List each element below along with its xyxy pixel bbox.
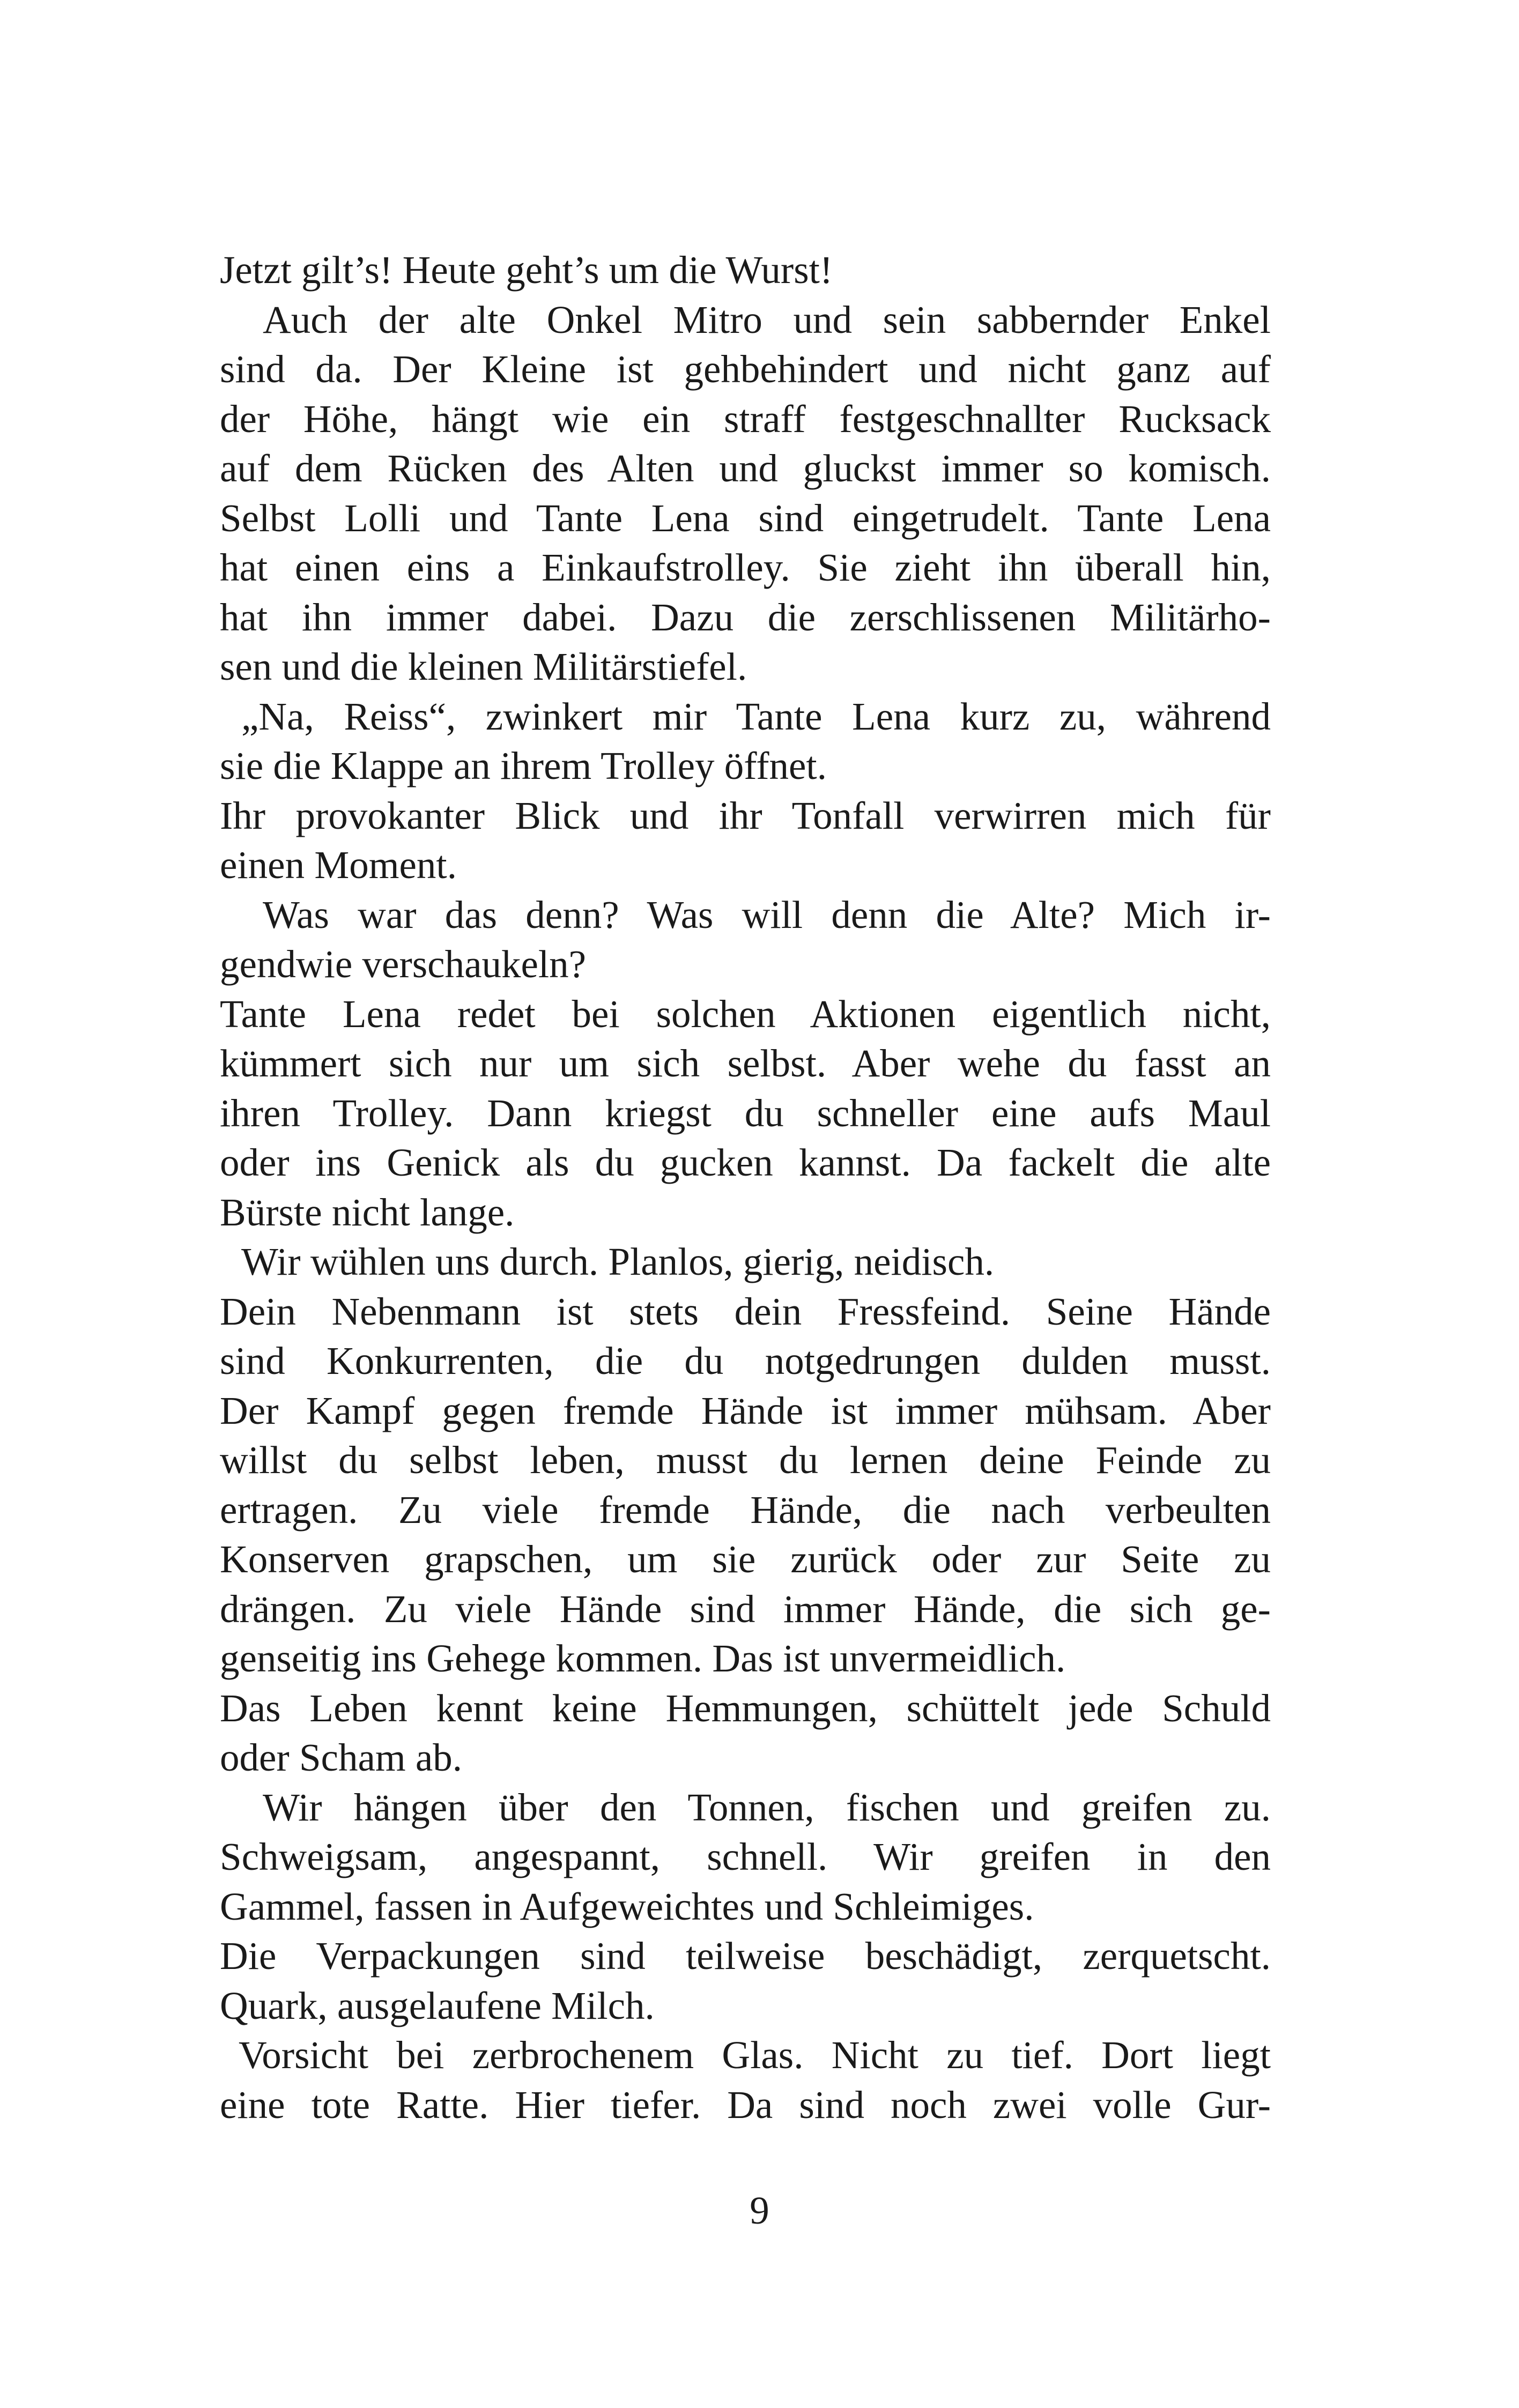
text-line: Bürste nicht lange.: [220, 1190, 515, 1234]
text-line: Ihr provokanter Blick und ihr Tonfall verwirren mich für: [220, 793, 1271, 837]
text-line: Tante Lena redet bei solchen Aktionen eigentlich nicht,: [220, 992, 1271, 1036]
text-line: Gammel, fassen in Aufgeweichtes und Schleimiges.: [220, 1884, 1034, 1928]
text-line: Wir hängen über den Tonnen, fischen und greifen zu.: [263, 1785, 1271, 1829]
text-line: Vorsicht bei zerbrochenem Glas. Nicht zu tief. Dort liegt: [239, 2033, 1271, 2077]
text-line: oder Scham ab.: [220, 1736, 463, 1779]
text-line: Wir wühlen uns durch. Planlos, gierig, neidisch.: [241, 1240, 995, 1283]
text-line: kümmert sich nur um sich selbst. Aber wehe du fasst an: [220, 1042, 1271, 1085]
page-number: 9: [750, 2189, 769, 2232]
text-line: eine tote Ratte. Hier tiefer. Da sind noch zwei volle Gur-: [220, 2083, 1271, 2127]
text-line: sind Konkurrenten, die du notgedrungen dulden musst.: [220, 1339, 1271, 1383]
text-line: Schweigsam, angespannt, schnell. Wir greifen in den: [220, 1835, 1271, 1878]
text-line: Das Leben kennt keine Hemmungen, schüttelt jede Schuld: [220, 1686, 1271, 1730]
text-line: Dein Nebenmann ist stets dein Fressfeind. Seine Hände: [220, 1289, 1271, 1333]
text-line: Jetzt gilt’s! Heute geht’s um die Wurst!: [220, 248, 833, 292]
text-line: der Höhe, hängt wie ein straff festgeschnallter Rucksack: [220, 397, 1271, 441]
text-line: sen und die kleinen Militärstiefel.: [220, 645, 747, 688]
text-line: einen Moment.: [220, 843, 457, 887]
text-line: sie die Klappe an ihrem Trolley öffnet.: [220, 744, 827, 787]
text-line: hat ihn immer dabei. Dazu die zerschlissenen Militärho-: [220, 595, 1271, 639]
text-line: „Na, Reiss“, zwinkert mir Tante Lena kurz zu, während: [241, 694, 1271, 738]
text-line: gendwie verschaukeln?: [220, 942, 587, 986]
body-text: [220, 246, 1271, 2130]
text-line: ihren Trolley. Dann kriegst du schneller eine aufs Maul: [220, 1091, 1271, 1135]
text-line: Quark, ausgelaufene Milch.: [220, 1983, 655, 2027]
text-line: Was war das denn? Was will denn die Alte? Mich ir-: [263, 893, 1271, 937]
text-line: hat einen eins a Einkaufstrolley. Sie zieht ihn überall hin,: [220, 546, 1271, 589]
text-line: Selbst Lolli und Tante Lena sind eingetrudelt. Tante Lena: [220, 496, 1271, 540]
text-line: Die Verpackungen sind teilweise beschädigt, zerquetscht.: [220, 1934, 1271, 1978]
text-line: oder ins Genick als du gucken kannst. Da fackelt die alte: [220, 1141, 1271, 1184]
text-line: Der Kampf gegen fremde Hände ist immer mühsam. Aber: [220, 1388, 1271, 1432]
text-line: sind da. Der Kleine ist gehbehindert und nicht ganz auf: [220, 347, 1271, 391]
text-line: willst du selbst leben, musst du lernen deine Feinde zu: [220, 1438, 1271, 1482]
text-line: Auch der alte Onkel Mitro und sein sabbernder Enkel: [263, 298, 1271, 341]
text-line: auf dem Rücken des Alten und gluckst immer so komisch.: [220, 447, 1271, 490]
text-line: genseitig ins Gehege kommen. Das ist unvermeidlich.: [220, 1637, 1066, 1680]
text-line: drängen. Zu viele Hände sind immer Hände, die sich ge-: [220, 1587, 1271, 1631]
text-line: ertragen. Zu viele fremde Hände, die nach verbeulten: [220, 1488, 1271, 1532]
text-line: Konserven grapschen, um sie zurück oder zur Seite zu: [220, 1537, 1271, 1581]
